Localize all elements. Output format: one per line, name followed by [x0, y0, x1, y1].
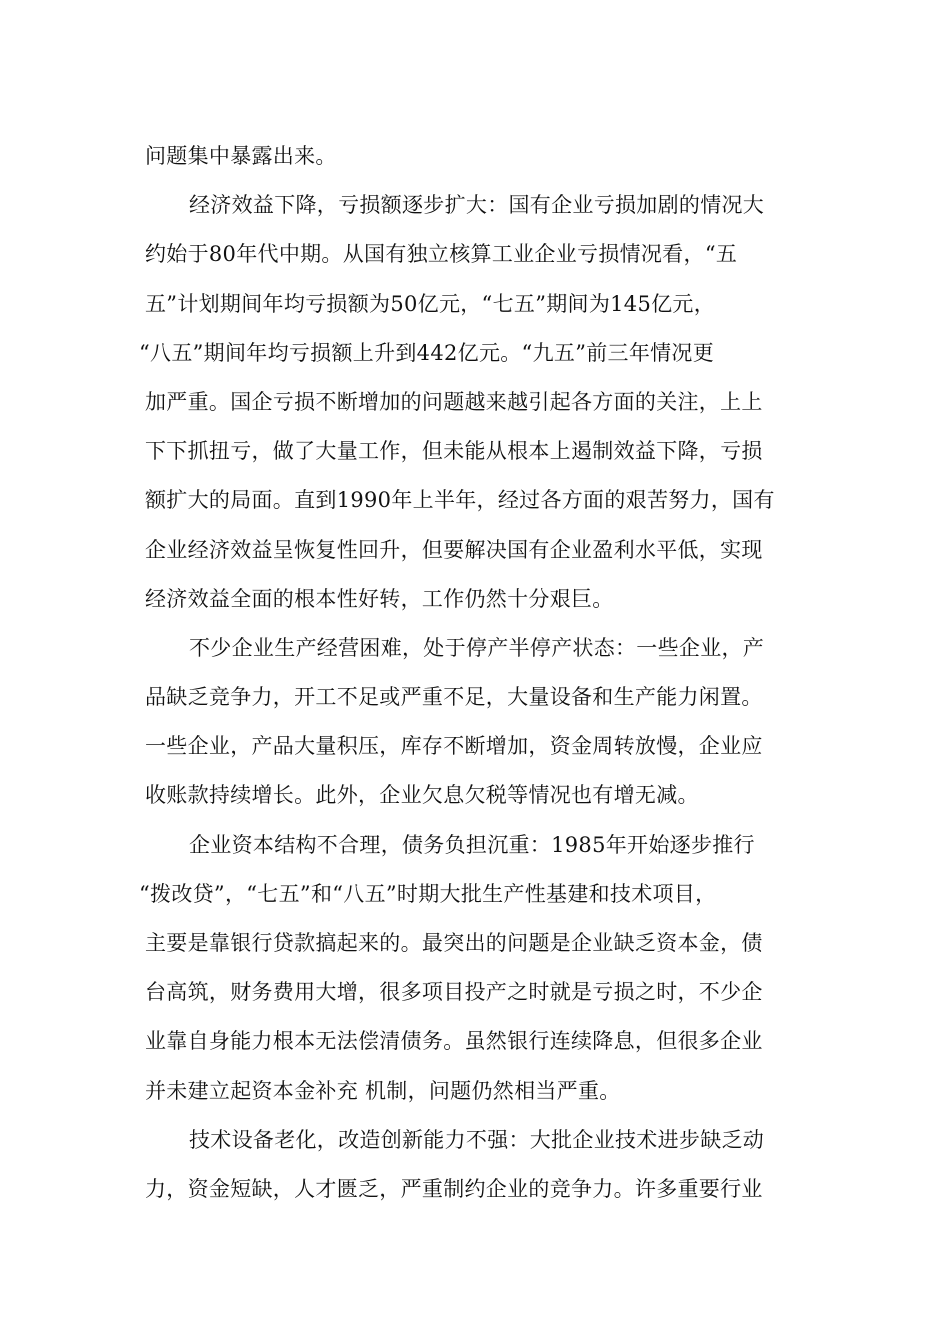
text-line: 五”计划期间年均亏损额为50亿元，“七五”期间为145亿元，: [145, 291, 716, 316]
text-line: 并未建立起资本金补充 机制，问题仍然相当严重。: [145, 1078, 621, 1103]
paragraph-start-line: 技术设备老化，改造创新能力不强：大批企业技术进步缺乏动: [189, 1127, 765, 1152]
text-line: “八五”期间年均亏损额上升到442亿元。“九五”前三年情况更: [139, 340, 715, 365]
text-line: 经济效益全面的根本性好转，工作仍然十分艰巨。: [145, 586, 614, 611]
paragraph-start-line: 企业资本结构不合理，债务负担沉重：1985年开始逐步推行: [189, 832, 755, 857]
text-line: 台高筑，财务费用大增，很多项目投产之时就是亏损之时，不少企: [145, 980, 763, 1005]
text-line: 约始于80年代中期。从国有独立核算工业企业亏损情况看，“五: [145, 242, 738, 267]
body-text: [139, 132, 815, 1214]
text-line: 主要是靠银行贷款搞起来的。最突出的问题是企业缺乏资本金，债: [145, 931, 763, 955]
text-line: 收账款持续增长。此外，企业欠息欠税等情况也有增无减。: [145, 783, 699, 808]
text-line: 品缺乏竞争力，开工不足或严重不足，大量设备和生产能力闲置。: [145, 685, 763, 710]
text-line: 业靠自身能力根本无法偿清债务。虽然银行连续降息，但很多企业: [145, 1029, 763, 1054]
text-line: 加严重。国企亏损不断增加的问题越来越引起各方面的关注，上上: [145, 389, 763, 414]
text-line: 问题集中暴露出来。: [145, 144, 337, 168]
text-line: 一些企业，产品大量积压，库存不断增加，资金周转放慢，企业应: [145, 734, 763, 759]
paragraph-start-line: 经济效益下降，亏损额逐步扩大：国有企业亏损加剧的情况大: [189, 193, 765, 218]
text-line: 企业经济效益呈恢复性回升，但要解决国有企业盈利水平低，实现: [145, 537, 763, 562]
paragraph-start-line: 不少企业生产经营困难，处于停产半停产状态：一些企业，产: [189, 635, 765, 660]
text-line: 额扩大的局面。直到1990年上半年，经过各方面的艰苦努力，国有: [145, 488, 775, 513]
text-line: “拨改贷”，“七五”和“八五”时期大批生产性基建和技术项目，: [139, 881, 717, 906]
text-line: 力，资金短缺，人才匮乏，严重制约企业的竞争力。许多重要行业: [145, 1176, 763, 1201]
text-line: 下下抓扭亏，做了大量工作，但未能从根本上遏制效益下降，亏损: [145, 439, 763, 464]
